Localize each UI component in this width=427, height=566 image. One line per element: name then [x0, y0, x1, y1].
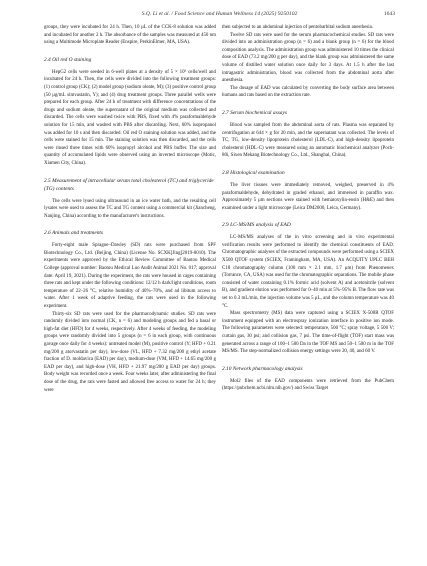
journal-citation: S.Q. Li et al. / Food Science and Human Wellness 14 (2025) 9250102 — [141, 11, 298, 17]
body-paragraph: The liver tissues were immediately removed, weighed, preserved in 4% paraformaldehyde, dehydrated in graded ethanol, and immersed in paraffin wax. Approximately 5 μm sections were stained with hematoxylin-eosin (H&E) and then examined under a light microscope (Leica DM2000, Leica, Germany). — [222, 182, 394, 211]
section-heading: 2.7 Serum biochemical assays — [222, 109, 287, 116]
section-heading: 2.6 Animals and treatments — [44, 230, 103, 237]
left-column — [44, 24, 216, 394]
body-paragraph: groups, they were incubated for 24 h. Then, 10 μL of the CCK-8 solution was added and incubated for another 2 h. The absorbance of the samples was measured at 450 nm using a Multimode Microplate Reader (Enspire, PerkinElmer, MA, USA). — [44, 25, 216, 46]
body-paragraph: HepG2 cells were seeded in 6-well plates at a density of 5 × 10⁵ cells/well and incubated for 24 h. Then, the cells were divided into the following treatment groups: (1) control group (CK); (2) model group (sodium oleate, M); (3) positive control group (50 μg/mL simvastatin, Y); and (4) drug treatment groups. Three parallel wells were prepared for each group. After 24 h of treatment with difference concentrations of the drugs and sodium oleate, the supernatant of the original medium was collected and discarded. The cells were washed twice with PBS, fixed with 4% paraformaldehyde solution for 15 min, and washed with PBS after discarding. Next, 60% isopropanol was added for 10 s and then discarded. Oil red O staining solution was added, and the cells were stained for 15 min. The staining solution was then discarded, and the cells were rinsed three times with 60% isopropyl alcohol and PBS buffer. The size and quantity of accumulated lipids were observed using an inverted microscope (Motic, Xiamen City, China). — [44, 69, 216, 166]
section-heading: 2.10 Network pharmacology analysis — [222, 365, 303, 372]
body-paragraph: Twelve SD rats were used for the serum pharmacochemical studies. SD rats were divided into an administration group (n = 6) and a blank group (n = 6) for the blood composition analysis. The administration group was administered 10 times the clinical dose of EAD (73.2 mg/200 g per day), and the blank group was administered the same volume of distilled water solution once daily for 3 days. At 1.5 h after the last intragastric administration, blood was collected from the abdominal aorta after anesthesia. — [222, 32, 394, 84]
body-paragraph: Blood was sampled from the abdominal aorta of rats. Plasma was separated by centrifugation at 644 × g for 20 min, and the supernatant was collected. The levels of TC, TG, low-density lipoprotein cholesterol (LDL-C), and high-density lipoprotein cholesterol (HDL-C) were measured using an automatic biochemical analyzer (Poch-80i, Sixen Mekang Biotechnology Co., Ltd., Shanghai, China). — [222, 122, 394, 159]
body-paragraph: Thirty-six SD rats were used for the pharmacodynamic studies. SD rats were randomly divided into normal (CK, n = 6) and modeling groups and fed a basal or high-fat diet (HFD) for 4 weeks, respectively. After 4 weeks of feeding, the modeling groups were randomly divided into 5 groups (n = 6 in each group, with continuous gavage once daily for 4 weeks): untreated model (M), positive control (Y; HFD + 0.21 mg/200 g atorvastatin per day), low-dose (VL, HFD + 7.32 mg/200 g ethyl acetate fraction of D. moldavica (EAD) per day), medium-dose (VM, HFD + 14.65 mg/200 g EAD per day), and high-dose (VH, HFD + 21.97 mg/200 g EAD per day) groups. Body weight was recorded once a week. Four weeks later, after administering the final dose of the drug, the rats were fasted and allowed free access to water for 24 h; they were — [44, 311, 216, 393]
body-paragraph: Mass spectrometry (MS) data were captured using a SCIEX X-500R QTOF instrument equipped with an electrospray ionization interface in positive ion mode. The following parameters were selected: temperature, 500 °C; spray voltage, 5 500 V; curtain gas, 30 psi; and collision gas, 7 psi. The time-of-flight (TOF) start mass was generated across a range of 100–1 500 Da in the TOF MS and 50–1 500 m in the TOF MS/MS. The step-normalized collision energy settings were 20, 40, and 60 V. — [222, 311, 394, 355]
body-paragraph: The cells were lysed using ultrasound in an ice water bath, and the resulting cell lysates were used to assess the TC and TG content using a commercial kit (Jiancheng, Nanjing, China) according to the manufacturer's instructions. — [44, 198, 216, 219]
body-paragraph: then subjected to an abdominal injection of pentobarbital sodium anesthesia. — [222, 25, 374, 30]
right-column — [222, 24, 394, 393]
section-heading: 2.8 Histological examination — [222, 169, 285, 176]
body-paragraph: LC-MS/MS analyses of the in vitro screening and in vivo experimental verification results were performed to identify the chemical constituents of EAD. Chromatographic analyses of the extracted compounds were performed using a SCIEX X500 QTOF system (SCIEX, Framingham, MA, USA). An ACQUITY UPLC BEH C18 chromatography column (100 mm × 2.1 mm, 1.7 μm) from Phenomenex (Torrance, CA, USA) was used for the chromatographic separations. The mobile phase consisted of water containing 0.1% formic acid (solvent A) and acetonitrile (solvent B), and gradient elution was performed for 0–40 min at 5%–95% B. The flow rate was set to 0.3 mL/min, the injection volume was 5 μL, and the column temperature was 40 °C. — [222, 235, 394, 309]
page-number: 1643 — [383, 11, 395, 17]
section-heading: 2.9 LC-MS/MS analysis of EAD — [222, 222, 291, 229]
section-heading: 2.4 Oil red O staining — [44, 56, 92, 63]
body-paragraph: The dosage of EAD was calculated by converting the body surface area between humans and rats based on the extraction rate. — [222, 85, 394, 99]
body-paragraph: Forty-eight male Sprague–Dawley (SD) rats were purchased from SPF Biotechnology Co., Ltd. (Beijing, China) (License No. SCXK[Jing]2019-0010). The experiments were approved by the Ethical Review Committee of Baotou Medical College (approval number: Baotou Medical Luo Audit Animal 2021 No. 017; approval date: April 19, 2021). During the experiment, the rats were housed in cages containing three rats and kept under the following conditions: 12/12 h dark/light conditions, room temperature of 22–26 °C, relative humidity of 40%–70%, and ad libitum access to water. After 1 week of adaptive feeding, the rats were used in the following experiment. — [44, 243, 216, 310]
body-paragraph: Mol2 files of the EAD components were retrieved from the PubChem (https://pubchem.ncbi.nlm.nih.gov/) and Swiss Target — [222, 378, 394, 392]
running-header — [44, 8, 395, 20]
section-heading: 2.5 Measurement of intracellular serum total cholesterol (TC) and triglyceride (TG) contents — [44, 177, 214, 192]
